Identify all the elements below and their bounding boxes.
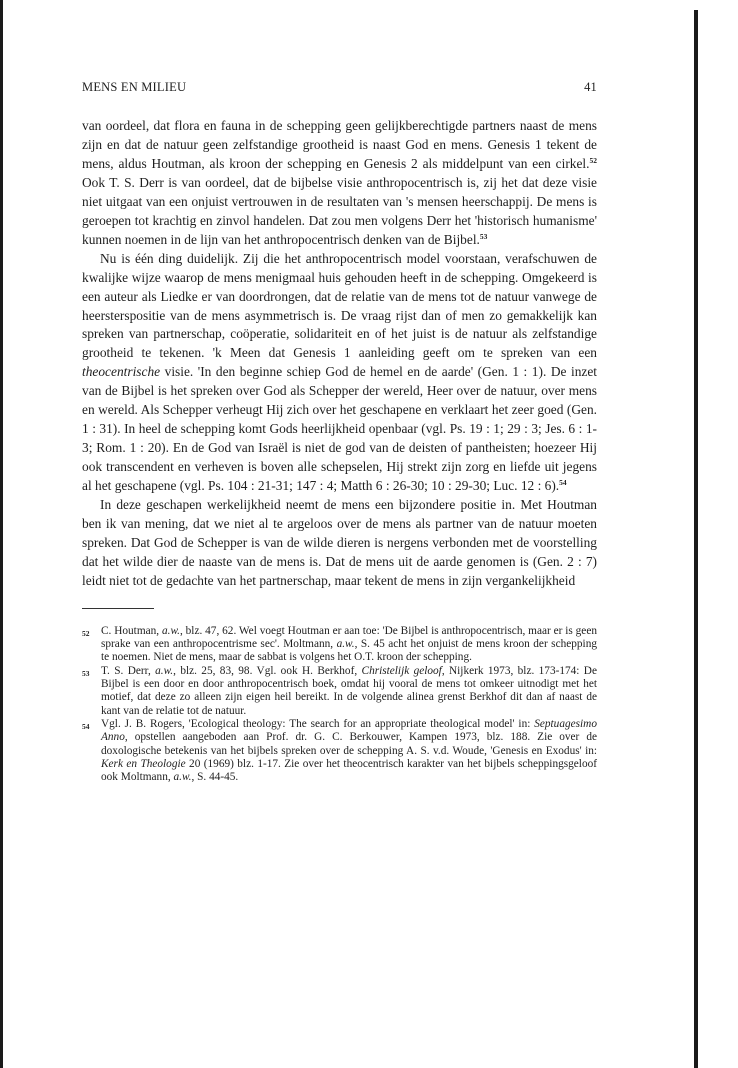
text-run: In deze geschapen werkelijkheid neemt de mens een bijzondere positie in. Met Houtman ben ik van mening, dat we niet al te argeloos over de mens als partner van de natuur moeten spreken. Dat God de Schepper is van de wilde dieren is nergens verbonden met de voorstelling dat het wilde dier de naaste van de mens is. Dat de mens uit de aarde genomen is (Gen. 2 : 7) leidt niet tot de gedachte van het partnerschap, maar tekent de mens in zijn vergankelijkheid	[82, 497, 597, 588]
footnote-number: 53	[82, 668, 90, 678]
text-run: van oordeel, dat flora en fauna in de schepping geen gelijkberechtigde partners naast de mens zijn en dat de natuur geen zelfstandige grootheid is naast God en mens. Genesis 1 tekent de mens, aldus Houtman, als kroon der schepping en Genesis 2 als middelpunt van een cirkel.	[82, 118, 597, 171]
italic-text: a.w.	[155, 664, 174, 677]
footnote-text	[101, 665, 597, 718]
italic-text: theocentrische	[82, 364, 161, 380]
text-run: visie. 'In den beginne schiep God de hemel en de aarde' (Gen. 1 : 1). De inzet van de Bijbel is het spreken over God als Schepper der wereld, Heer over de natuur, over mens en wereld. Als Schepper verheugt Hij zich over het geschapene en verklaart het zeer goed (Gen. 1 : 31). In heel de schepping komt Gods heerlijkheid openbaar (vgl. Ps. 19 : 1; 29 : 3; Jes. 6 : 1-3; Rom. 1 : 20). En de God van Israël is niet de god van de deisten of pantheisten; hoezeer Hij ook transcendent en verheven is boven alle schepselen, Hij strekt zijn zorg en liefde uit jegens al het geschapene (vgl. Ps. 104 : 21-31; 147 : 4; Matth 6 : 26-30; 10 : 29-30; Luc. 12 : 6).	[82, 364, 597, 494]
italic-text: Kerk en Theologie	[101, 757, 186, 770]
text-run: , S. 45 acht het onjuist de mens kroon der schepping te noemen. Niet de mens, maar de sabbat is volgens het O.T. kroon der schepping.	[101, 638, 597, 664]
footnote-text	[101, 625, 597, 665]
italic-text: Septuagesimo Anno	[101, 717, 597, 744]
body-text	[82, 117, 597, 591]
text-run: , S. 44-45.	[191, 771, 239, 784]
footnote	[82, 625, 597, 665]
footnote	[82, 665, 597, 718]
footnote-separator	[82, 608, 154, 609]
text-run: T. S. Derr,	[101, 664, 156, 677]
footnote-number: 54	[82, 721, 90, 731]
paragraph	[82, 496, 597, 591]
text-run: , Nijkerk 1973, blz. 173-174: De Bijbel is een door en door anthropocentrisch boek, omdat hij vooral de mens tot omkeer uitnodigt met het motief, dat deze zo alleen zijn eigen heil bereikt. In de volgende alinea grenst Berkhof dit dan af naast de kant van de relatie tot de natuur.	[101, 664, 597, 717]
footnotes	[82, 625, 597, 785]
footnote-text	[101, 718, 597, 784]
italic-text: Christelijk geloof	[361, 664, 442, 677]
italic-text: a.w.	[161, 624, 180, 637]
text-run: Ook T. S. Derr is van oordeel, dat de bijbelse visie anthropocentrisch is, zij het dat deze visie niet uitgaat van een onjuist vertrouwen in de resultaten van 's mensen heerschappij. De mens is geroepen tot krachtig en zinvol handelen. Dat zou men volgens Derr het 'historisch humanisme' kunnen noemen in de lijn van het anthropocentrisch denken van de Bijbel.	[82, 174, 597, 247]
running-header	[82, 80, 597, 95]
italic-text: a.w.	[336, 638, 355, 651]
scan-edge-right	[694, 10, 698, 1068]
footnote	[82, 718, 597, 784]
text-run: Nu is één ding duidelijk. Zij die het anthropocentrisch model voorstaan, verafschuwen de kwalijke wijze waarop de mens menigmaal huis gehouden heeft in de schepping. Omgekeerd is een auteur als Liedke er van doordrongen, dat de relatie van de mens tot de natuur vanwege de heersterspositie van de mens asymmetrisch is. De vraag rijst dan of men zo gemakkelijk kan spreken van partnerschap, coöperatie, solidariteit en of het juist is de natuur als zelfstandige grootheid te tekenen. 'k Meen dat Genesis 1 aanleiding geeft om te spreken van een	[82, 250, 597, 361]
text-run: , blz. 25, 83, 98. Vgl. ook H. Berkhof,	[173, 664, 362, 677]
scan-edge-left	[0, 0, 3, 1068]
book-page	[82, 80, 597, 784]
footnote-reference[interactable]: 52	[589, 155, 597, 165]
page-number: 41	[584, 80, 597, 94]
paragraph	[82, 250, 597, 496]
footnote-reference[interactable]: 54	[559, 478, 567, 488]
text-run: 20 (1969) blz. 1-17. Zie over het theocentrisch karakter van het bijbels scheppingsgeloof ook Moltmann,	[101, 757, 598, 784]
text-run: Vgl. J. B. Rogers, 'Ecological theology: The search for an appropriate theological model' in:	[101, 717, 535, 730]
text-run: , opstellen aangeboden aan Prof. dr. G. C. Berkouwer, Kampen 1973, blz. 188. Zie over de doxologische betekenis van het bijbels spreken over de schepping A. S. v.d. Woude, 'Genesis en Exodus' in:	[101, 731, 597, 757]
running-title: MENS EN MILIEU	[82, 80, 187, 94]
paragraph	[82, 117, 597, 250]
text-run: , blz. 47, 62. Wel voegt Houtman er aan toe: 'De Bijbel is anthropocentrisch, maar er is geen sprake van een anthropocentrisme sec'. Moltmann,	[101, 624, 597, 651]
footnote-reference[interactable]: 53	[479, 231, 488, 241]
italic-text: a.w.	[173, 771, 192, 784]
text-run: C. Houtman,	[101, 624, 162, 637]
footnote-number: 52	[82, 628, 90, 638]
